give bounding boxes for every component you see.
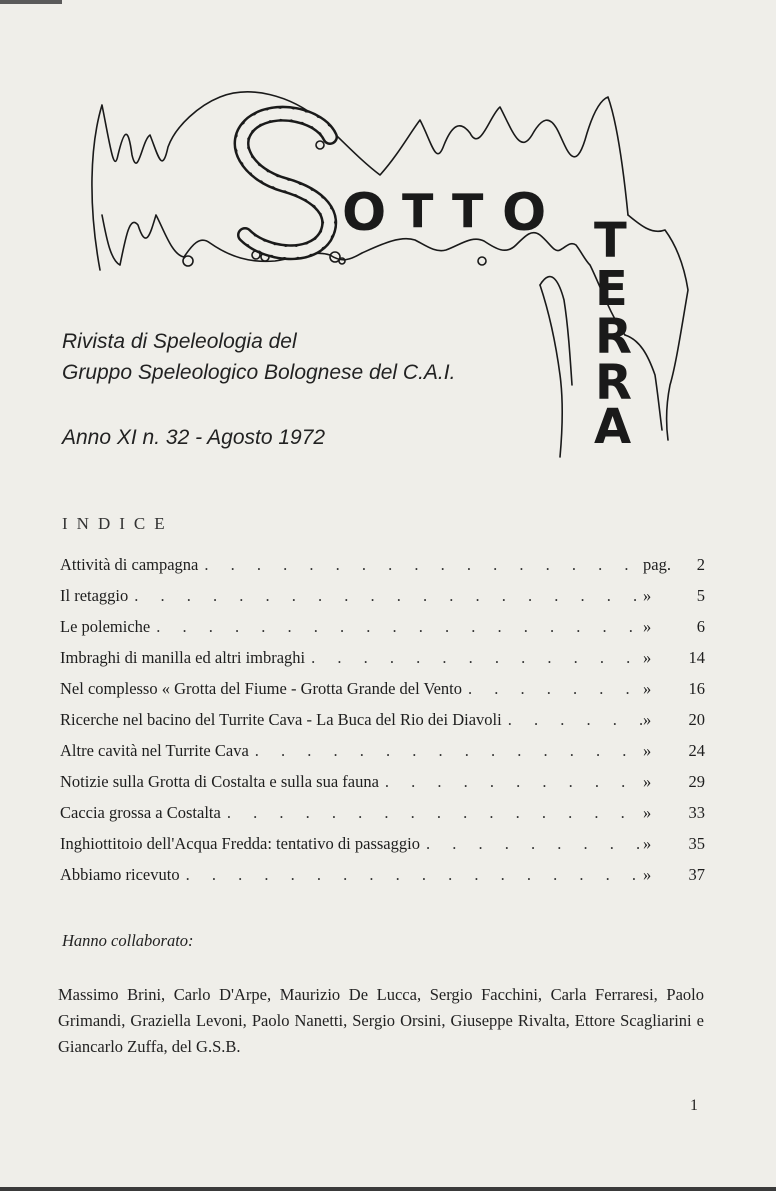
toc-page-number: 29 xyxy=(688,772,705,791)
toc-leader-dots xyxy=(426,834,643,854)
logo-letter-terra-r1: R xyxy=(595,309,632,365)
toc-page-prefix: » xyxy=(643,803,652,822)
toc-page-prefix: » xyxy=(643,710,652,729)
toc-leader-dots xyxy=(468,679,643,699)
toc-row xyxy=(60,803,705,834)
toc-page-prefix: » xyxy=(643,865,652,884)
toc-title: Notizie sulla Grotta di Costalta e sulla sua fauna xyxy=(60,772,379,791)
collaborators-heading: Hanno collaborato: xyxy=(62,931,194,950)
logo-letter-terra-t: T xyxy=(594,213,627,269)
toc-page-number: 37 xyxy=(688,865,705,884)
toc-page-prefix: » xyxy=(643,586,652,605)
toc-title: Imbraghi di manilla ed altri imbraghi xyxy=(60,648,306,667)
toc-leader-dots xyxy=(255,741,643,761)
toc-leader-dots xyxy=(227,803,643,823)
toc-title: Inghiottitoio dell'Acqua Fredda: tentativo di passaggio xyxy=(60,834,420,853)
toc-page-number: 24 xyxy=(688,741,705,760)
collaborators-list: Massimo Brini, Carlo D'Arpe, Maurizio De Lucca, Sergio Facchini, Carla Ferraresi, Paolo Grimandi, Graziella Levoni, Paolo Nanetti, Sergio Orsini, Giuseppe Rivalta, Ettore Scagliarini e Giancarlo Zuffa, del G.S.B. xyxy=(58,985,704,1056)
subtitle-line-2: Gruppo Speleologico Bolognese del C.A.I. xyxy=(62,361,456,384)
toc-title: Il retaggio xyxy=(60,586,129,605)
logo-letter-terra-r2: R xyxy=(595,355,632,411)
toc-title: Le polemiche xyxy=(60,617,151,636)
toc-title: Abbiamo ricevuto xyxy=(60,865,180,884)
toc-page-number: 16 xyxy=(688,679,705,698)
toc-page-prefix: » xyxy=(643,834,652,853)
toc-row xyxy=(60,679,705,710)
toc-title: Nel complesso « Grotta del Fiume - Grotta Grande del Vento xyxy=(60,679,463,698)
journal-subtitle xyxy=(62,326,455,388)
toc-row xyxy=(60,648,705,679)
toc-row xyxy=(60,586,705,617)
toc-row xyxy=(60,617,705,648)
toc-page-prefix: » xyxy=(643,772,652,791)
toc-page-number: 35 xyxy=(688,834,705,853)
toc-page-number: 20 xyxy=(688,710,705,729)
toc-leader-dots xyxy=(186,865,643,885)
toc-page-prefix: » xyxy=(643,617,652,636)
toc-page-number: 6 xyxy=(696,617,705,636)
toc-page-number: 33 xyxy=(688,803,705,822)
toc-page-prefix: » xyxy=(643,741,652,760)
subtitle-line-1: Rivista di Speleologia del xyxy=(62,330,297,353)
logo-letter-terra-a: A xyxy=(594,399,632,455)
logo-letter-t1: T xyxy=(402,184,434,238)
toc-leader-dots xyxy=(311,648,643,668)
logo-letter-o1: O xyxy=(342,183,387,243)
toc-page-number: 5 xyxy=(696,586,705,605)
toc-page-number: 14 xyxy=(688,648,705,667)
logo-letter-o2: O xyxy=(502,183,547,243)
toc-page-prefix: pag. xyxy=(643,555,671,574)
toc-title: Altre cavità nel Turrite Cava xyxy=(60,741,249,760)
toc-title: Caccia grossa a Costalta xyxy=(60,803,221,822)
toc-row xyxy=(60,741,705,772)
logo-letter-terra-e: E xyxy=(595,261,628,317)
toc-leader-dots xyxy=(156,617,643,637)
issue-line: Anno XI n. 32 - Agosto 1972 xyxy=(62,426,326,449)
toc-row xyxy=(60,865,705,896)
toc-page-prefix: » xyxy=(643,648,652,667)
sottoterra-logo xyxy=(80,85,700,465)
index-heading: INDICE xyxy=(62,514,174,533)
toc-leader-dots xyxy=(385,772,643,792)
page-edge-mark xyxy=(0,0,62,4)
page-bottom-edge xyxy=(0,1187,776,1191)
logo-letter-s xyxy=(242,114,330,253)
page-number: 1 xyxy=(690,1097,698,1114)
toc-row xyxy=(60,710,705,741)
logo-letter-t2: T xyxy=(452,184,484,238)
toc-leader-dots xyxy=(134,586,643,606)
toc-leader-dots xyxy=(508,710,643,730)
toc-row xyxy=(60,772,705,803)
toc-row xyxy=(60,834,705,865)
toc-page-prefix: » xyxy=(643,679,652,698)
toc-page-number: 2 xyxy=(696,555,705,574)
table-of-contents xyxy=(60,555,705,896)
toc-row xyxy=(60,555,705,586)
toc-title: Ricerche nel bacino del Turrite Cava - La Buca del Rio dei Diavoli xyxy=(60,710,502,729)
toc-leader-dots xyxy=(204,555,643,575)
toc-title: Attività di campagna xyxy=(60,555,199,574)
